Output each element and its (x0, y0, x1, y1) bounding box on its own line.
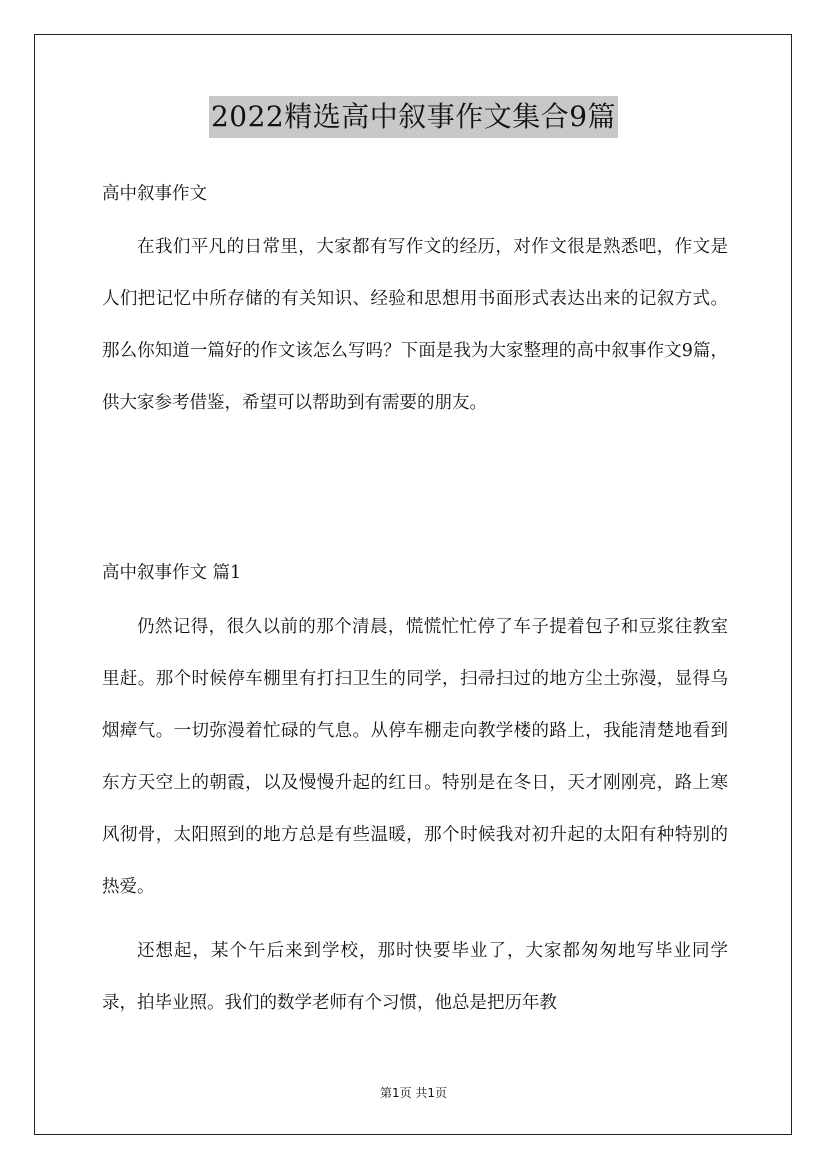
document-title: 2022精选高中叙事作文集合9篇 (209, 96, 618, 138)
section-1-heading: 高中叙事作文 篇1 (102, 563, 242, 583)
section-1-paragraph-2: 还想起，某个午后来到学校，那时快要毕业了，大家都匆匆地写毕业同学录，拍毕业照。我们的数学老师有个习惯，他总是把历年教 (102, 941, 728, 1013)
intro-paragraph: 在我们平凡的日常里，大家都有写作文的经历，对作文很是熟悉吧，作文是人们把记忆中所存储的有关知识、经验和思想用书面形式表达出来的记叙方式。那么你知道一篇好的作文该怎么写吗？下面是我为大家整理的高中叙事作文9篇，供大家参考借鉴，希望可以帮助到有需要的朋友。 (102, 237, 728, 413)
section-1-paragraph-1: 仍然记得，很久以前的那个清晨，慌慌忙忙停了车子提着包子和豆浆往教室里赶。那个时候停车棚里有打扫卫生的同学，扫帚扫过的地方尘土弥漫，显得乌烟瘴气。一切弥漫着忙碌的气息。从停车棚走向教学楼的路上，我能清楚地看到东方天空上的朝霞，以及慢慢升起的红日。特别是在冬日，天才刚刚亮，路上寒风彻骨，太阳照到的地方总是有些温暖，那个时候我对初升起的太阳有种特别的热爱。 (102, 617, 728, 897)
title-container (0, 96, 827, 138)
page-footer: 第1页 共1页 (379, 1086, 448, 1100)
intro-heading: 高中叙事作文 (102, 184, 207, 204)
